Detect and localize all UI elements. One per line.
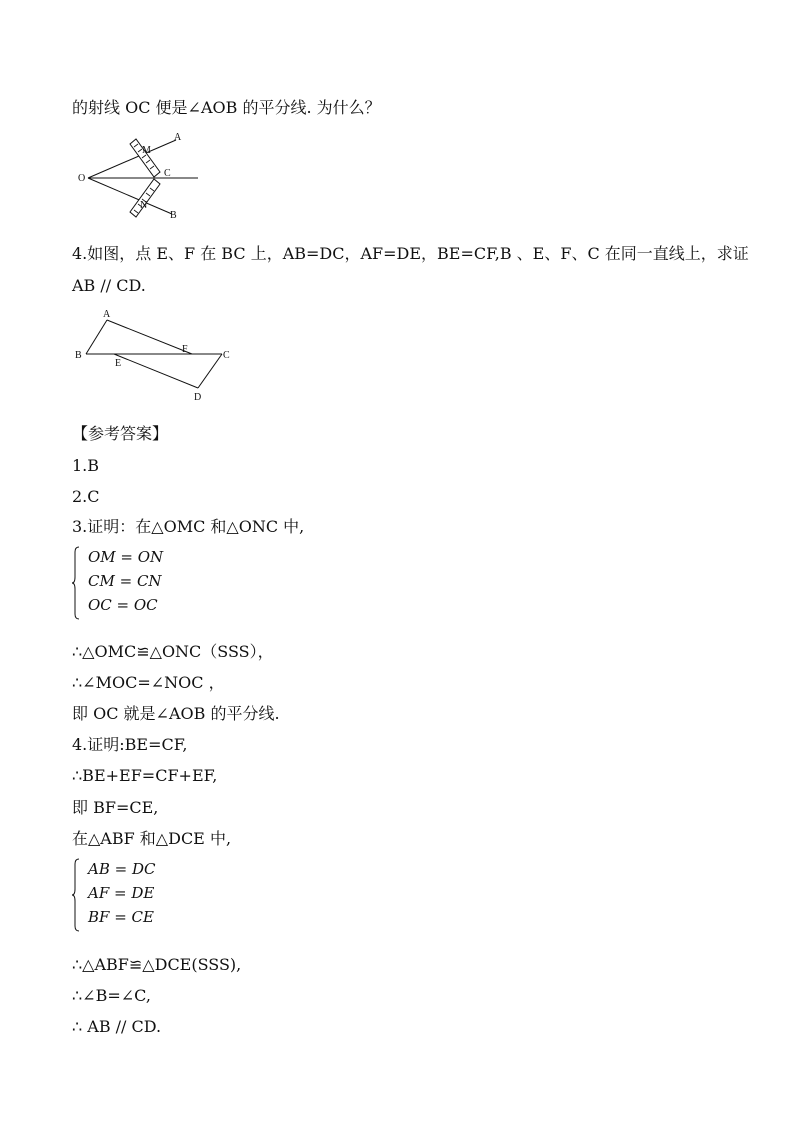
fig2-label-b: B: [75, 350, 82, 361]
answer-4-conclusion-2: ∴∠B=∠C,: [72, 986, 151, 1005]
left-brace-icon: [72, 546, 80, 620]
answer-4-step-3: 在△ABF 和△DCE 中,: [72, 829, 232, 848]
answer-3-intro: 3.证明：在△OMC 和△ONC 中,: [72, 517, 305, 536]
answer-4-step-1: ∴BE+EF=CF+EF,: [72, 766, 218, 785]
fig1-label-n: N: [140, 200, 148, 211]
system-eq-2: CM = CN: [88, 572, 162, 590]
q3-tail-text: 的射线 OC 便是∠AOB 的平分线. 为什么？: [72, 98, 381, 117]
system-eq-1: OM = ON: [88, 548, 164, 566]
answer-3-conclusion-2: ∴∠MOC=∠NOC ，: [72, 673, 225, 692]
answer-2: 2.C: [72, 487, 100, 506]
fig1-label-a: A: [174, 132, 182, 143]
fig1-label-m: M: [142, 145, 151, 156]
angle-bisector-figure: [74, 126, 214, 226]
q4-text-line1: 4.如图，点 E、F 在 BC 上，AB=DC，AF=DE，BE=CF,B 、E、F、C 在同一直线上，求证: [72, 244, 749, 263]
answer-4-intro: 4.证明:BE=CF,: [72, 735, 188, 754]
fig2-label-d: D: [194, 392, 202, 402]
q4-text-line2: AB // CD.: [72, 276, 146, 295]
answer-3-conclusion-1: ∴△OMC≌△ONC（SSS），: [72, 642, 274, 661]
answer-4-system: [72, 858, 192, 932]
fig2-label-c: C: [223, 350, 230, 361]
answer-1: 1.B: [72, 456, 100, 475]
left-brace-icon: [72, 858, 80, 932]
answers-header: 【参考答案】: [72, 424, 169, 443]
system-eq-2: AF = DE: [88, 884, 155, 902]
fig1-label-c: C: [164, 168, 171, 179]
fig1-label-o: O: [78, 173, 86, 184]
fig2-label-e: E: [115, 358, 122, 369]
fig2-label-f: F: [182, 344, 188, 355]
system-eq-3: OC = OC: [88, 596, 158, 614]
answer-4-step-2: 即 BF=CE,: [72, 798, 159, 817]
answer-3-system: [72, 546, 192, 620]
fig1-label-b: B: [170, 210, 177, 221]
answer-4-conclusion-1: ∴△ABF≌△DCE(SSS),: [72, 955, 242, 974]
system-eq-1: AB = DC: [88, 860, 156, 878]
fig2-label-a: A: [103, 309, 111, 320]
abdc-figure: [72, 306, 242, 402]
answer-3-conclusion-3: 即 OC 就是∠AOB 的平分线.: [72, 704, 280, 723]
system-eq-3: BF = CE: [88, 908, 154, 926]
answer-4-conclusion-3: ∴ AB // CD.: [72, 1017, 162, 1036]
